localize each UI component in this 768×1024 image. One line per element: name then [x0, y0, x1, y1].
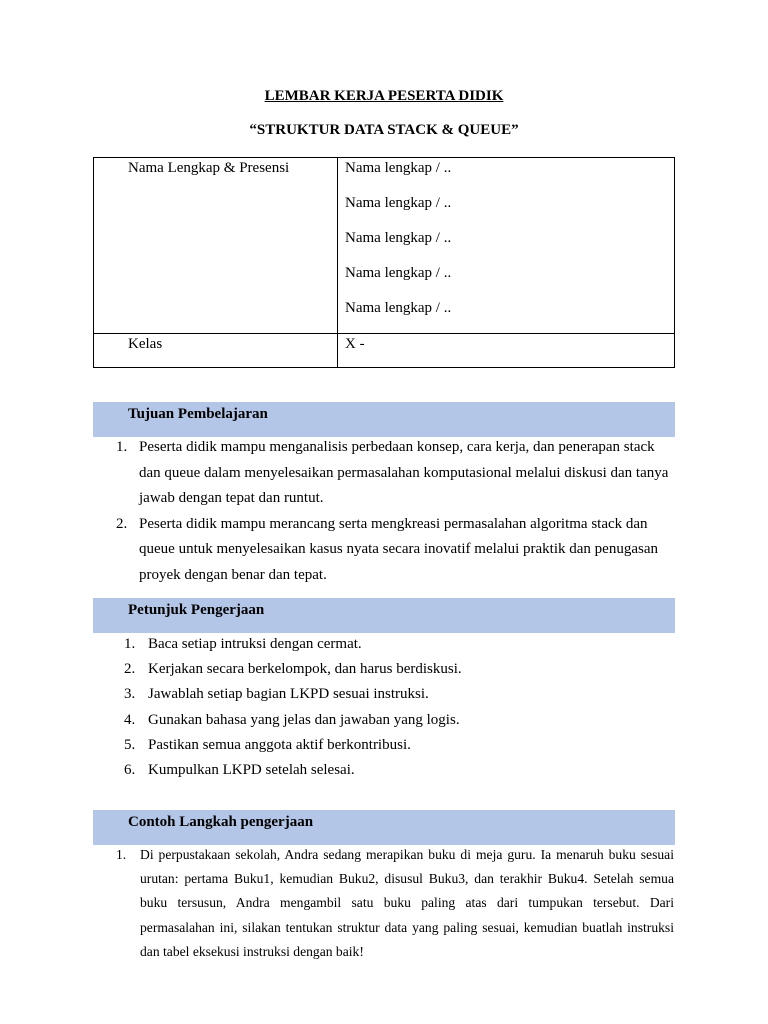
list-number: 1.: [116, 847, 127, 862]
list-item: [116, 512, 676, 589]
identity-table: [93, 157, 675, 368]
tujuan-list: [116, 435, 676, 588]
list-number: 6.: [124, 762, 136, 779]
petunjuk-list: [124, 632, 674, 783]
document-subtitle: “STRUKTUR DATA STACK & QUEUE”: [249, 122, 519, 138]
list-text: Gunakan bahasa yang jelas dan jawaban yang logis.: [148, 711, 460, 728]
list-item: [124, 632, 674, 657]
list-item: [116, 843, 674, 964]
list-number: 3.: [124, 686, 136, 703]
list-text: Di perpustakaan sekolah, Andra sedang merapikan buku di meja guru. Ia menaruh buku sesuai urutan: pertama Buku1, kemudian Buku2, disusul Buku3, dan terakhir Buku4. Setelah semua buku tersusun, Andra mengambil satu buku paling atas dari tumpukan tersebut. Dari permasalahan ini, silakan tentukan struktur data yang paling sesuai, kemudian buatlah instruksi dan tabel eksekusi instruksi dengan baik!: [140, 847, 674, 959]
list-text: Peserta didik mampu menganalisis perbedaan konsep, cara kerja, dan penerapan stack dan queue dalam menyelesaikan permasalahan komputasional melalui diskusi dan tanya jawab dengan tepat dan runtut.: [139, 439, 669, 506]
list-number: 1.: [124, 636, 136, 652]
document-title: LEMBAR KERJA PESERTA DIDIK: [264, 88, 504, 104]
list-number: 2.: [124, 661, 136, 678]
name-line[interactable]: Nama lengkap / ..: [345, 300, 452, 316]
class-value-cell: [338, 334, 675, 368]
list-text: Kumpulkan LKPD setelah selesai.: [148, 762, 355, 779]
list-number: 2.: [116, 515, 128, 532]
class-label: Kelas: [128, 336, 163, 352]
list-text: Kerjakan secara berkelompok, dan harus berdiskusi.: [148, 661, 462, 678]
name-line[interactable]: Nama lengkap / ..: [345, 160, 452, 176]
section-header-petunjuk: [93, 598, 675, 633]
name-label: Nama Lengkap & Presensi: [128, 160, 290, 176]
class-label-cell: [94, 334, 338, 368]
section-heading: Contoh Langkah pengerjaan: [128, 814, 314, 830]
list-item: [124, 657, 674, 682]
list-number: 1.: [116, 439, 128, 455]
list-text: Jawablah setiap bagian LKPD sesuai instruksi.: [148, 686, 429, 703]
list-number: 4.: [124, 711, 136, 728]
list-text: Pastikan semua anggota aktif berkontribusi.: [148, 736, 411, 753]
name-values-cell: [338, 158, 675, 334]
section-header-tujuan: [93, 402, 675, 437]
name-line[interactable]: Nama lengkap / ..: [345, 195, 452, 211]
list-item: [124, 682, 674, 707]
name-line[interactable]: Nama lengkap / ..: [345, 230, 452, 246]
list-item: [116, 435, 676, 512]
name-label-cell: [94, 158, 338, 334]
section-heading: Petunjuk Pengerjaan: [128, 602, 265, 618]
section-header-contoh: [93, 810, 675, 845]
list-text: Peserta didik mampu merancang serta mengkreasi permasalahan algoritma stack dan queue untuk menyelesaikan kasus nyata secara inovatif melalui praktik dan penugasan proyek dengan benar dan tepat.: [139, 515, 658, 583]
list-text: Baca setiap intruksi dengan cermat.: [148, 636, 362, 652]
name-line[interactable]: Nama lengkap / ..: [345, 265, 452, 281]
list-item: [124, 733, 674, 758]
contoh-list: [116, 843, 674, 964]
section-heading: Tujuan Pembelajaran: [128, 406, 268, 422]
list-number: 5.: [124, 736, 136, 753]
list-item: [124, 758, 674, 783]
list-item: [124, 708, 674, 733]
class-value[interactable]: X -: [345, 336, 365, 352]
